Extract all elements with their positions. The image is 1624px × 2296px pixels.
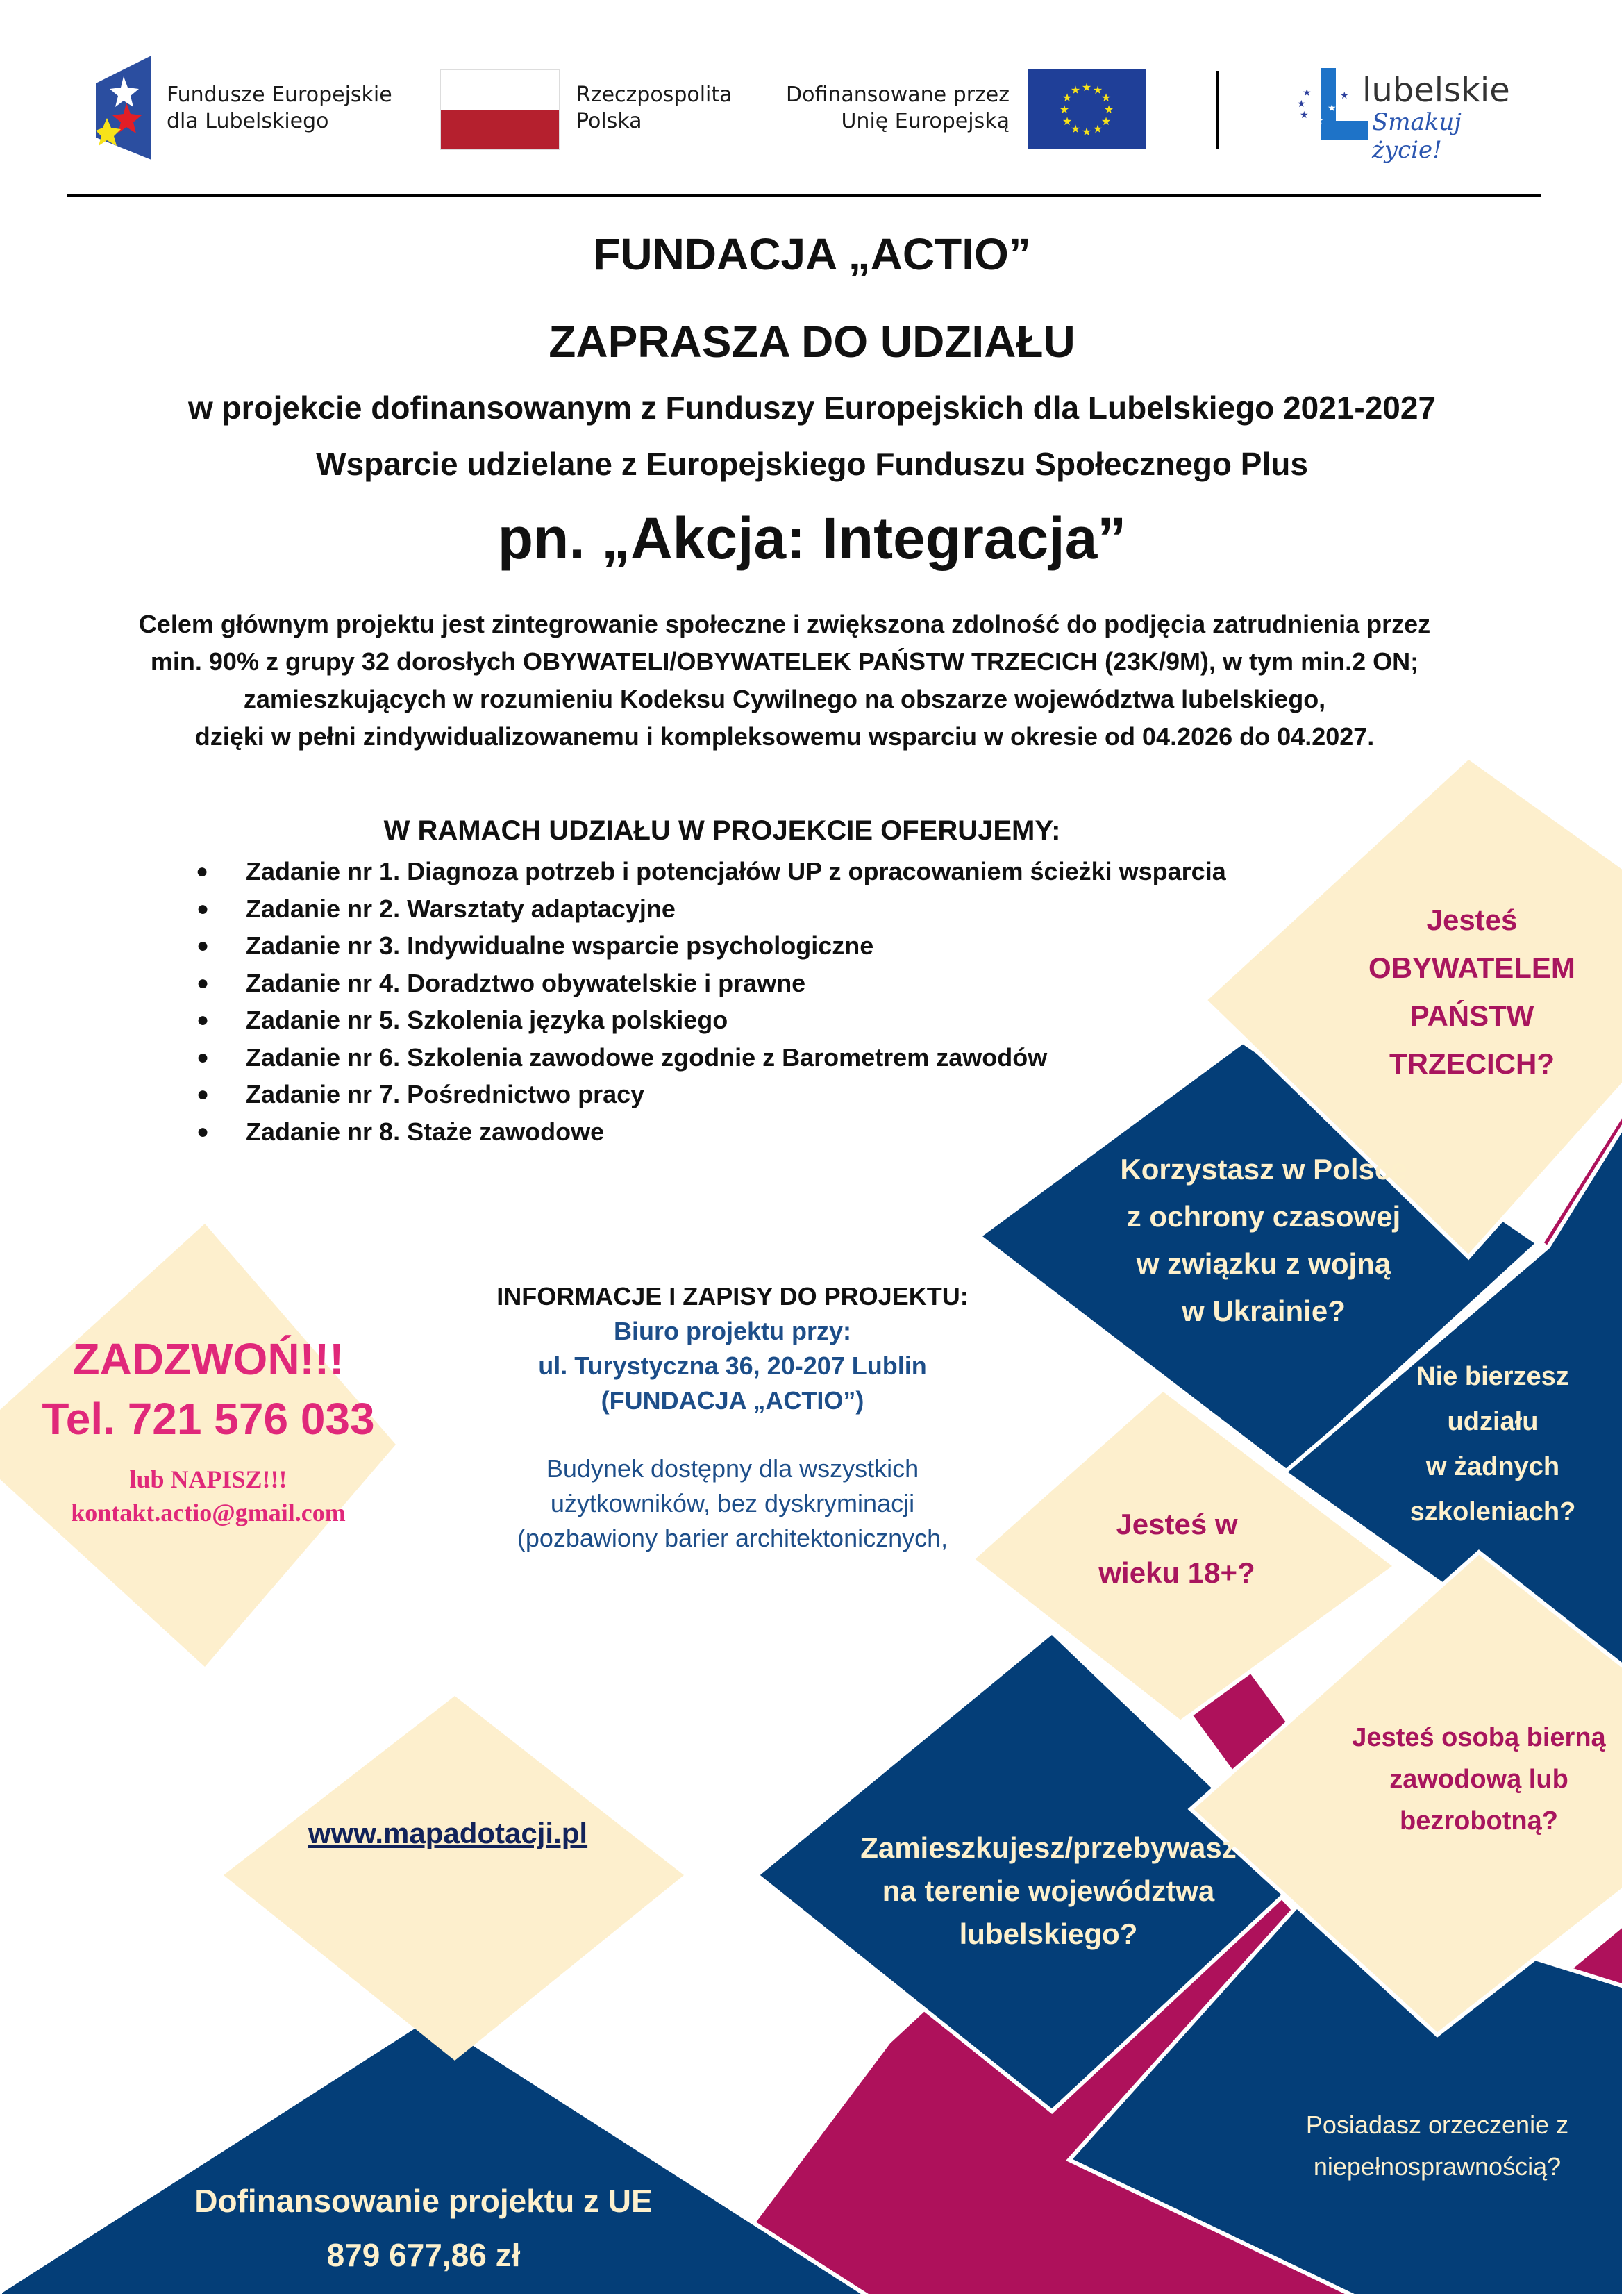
lubelskie-l-icon: [1296, 68, 1372, 140]
svg-text:★: ★: [1070, 122, 1081, 135]
svg-text:★: ★: [1081, 81, 1092, 94]
question-age: Jesteś w wieku 18+?: [1098, 1508, 1255, 1589]
email-address[interactable]: kontakt.actio@gmail.com: [71, 1499, 346, 1526]
logo-dofinansowane-ue: [771, 69, 1146, 153]
call-label: ZADZWOŃ!!!: [72, 1334, 344, 1384]
svg-text:★: ★: [1092, 122, 1103, 135]
svg-text:★: ★: [1340, 90, 1349, 101]
polish-flag-icon: [440, 69, 560, 150]
funding-amount: 879 677,86 zł: [326, 2237, 521, 2273]
task-item: ● Zadanie nr 8. Staże zawodowe: [196, 1113, 1293, 1151]
question-no-training: Nie bierzesz udziału w żadnych szkoleniach?: [1409, 1362, 1576, 1526]
accessibility-line: użytkowników, bez dyskryminacji: [550, 1489, 915, 1517]
info-heading: INFORMACJE I ZAPISY DO PROJEKTU:: [496, 1282, 969, 1311]
offer-heading: W RAMACH UDZIAŁU W PROJEKCIE OFERUJEMY:: [383, 815, 1061, 846]
fe-logo-line-2: dla Lubelskiego: [167, 109, 329, 133]
goal-line: dzięki w pełni zindywidualizowanemu i kompleksowemu wsparciu w okresie od 04.2026 do 04.2027.: [194, 722, 1375, 751]
office-label: Biuro projektu przy:: [613, 1317, 852, 1345]
cream-diamond-www: [224, 1696, 684, 2061]
task-list: [196, 853, 1293, 1150]
bullet-icon: ●: [196, 860, 209, 883]
svg-text:★: ★: [1300, 110, 1309, 121]
bullet-icon: ●: [196, 1120, 210, 1143]
office-org: (FUNDACJA „ACTIO”): [601, 1386, 864, 1415]
bullet-icon: ●: [196, 1008, 210, 1031]
project-name: pn. „Akcja: Integracja”: [497, 506, 1127, 571]
rp-logo-line-1: Rzeczpospolita: [576, 83, 733, 107]
header-divider: [1216, 71, 1219, 149]
bullet-icon: ●: [196, 971, 210, 995]
question-disability: Posiadasz orzeczenie z niepełnosprawnością?: [1305, 2111, 1569, 2181]
accessibility-line: Budynek dostępny dla wszystkich: [546, 1454, 919, 1483]
task-item: ● Zadanie nr 4. Doradztwo obywatelskie i prawne: [196, 965, 1293, 1002]
registration-info: [444, 1279, 1021, 1556]
svg-text:★: ★: [1315, 115, 1324, 126]
logo-fundusze-europejskie: [96, 56, 415, 160]
svg-text:★: ★: [1062, 91, 1073, 104]
task-item: ● Zadanie nr 7. Pośrednictwo pracy: [196, 1076, 1293, 1113]
svg-text:★: ★: [1092, 83, 1103, 97]
subtitle-funding: w projekcie dofinansowanym z Funduszy Europejskich dla Lubelskiego 2021-2027: [187, 390, 1437, 426]
invite-title: ZAPRASZA DO UDZIAŁU: [549, 317, 1075, 367]
question-temporary-protection: Korzystasz w Polsce z ochrony czasowej w związku z wojną w Ukrainie?: [1120, 1153, 1407, 1327]
bullet-icon: ●: [196, 1045, 210, 1069]
phone-number[interactable]: Tel. 721 576 033: [42, 1394, 375, 1444]
project-goal: [42, 606, 1527, 756]
svg-text:★: ★: [1303, 88, 1312, 99]
logo-rzeczpospolita-polska: [440, 69, 746, 153]
svg-text:★: ★: [1328, 103, 1337, 114]
task-item: ● Zadanie nr 5. Szkolenia języka polskiego: [196, 1001, 1293, 1039]
office-address: ul. Turystyczna 36, 20-207 Lublin: [538, 1351, 927, 1380]
svg-text:★: ★: [1100, 115, 1112, 128]
funding-block: [111, 2174, 736, 2282]
fe-star-icon: [96, 56, 151, 160]
website-link[interactable]: www.mapadotacji.pl: [308, 1817, 588, 1849]
svg-text:★: ★: [1070, 83, 1081, 97]
question-inactive: Jesteś osobą bierną zawodową lub bezrobotną?: [1352, 1723, 1606, 1836]
eu-logo-line-1: Dofinansowane przez: [785, 83, 1010, 107]
funding-label: Dofinansowanie projektu z UE: [194, 2183, 653, 2219]
eu-logo-line-2: Unię Europejską: [841, 109, 1010, 133]
task-item: ● Zadanie nr 1. Diagnoza potrzeb i potencjałów UP z opracowaniem ścieżki wsparcia: [196, 853, 1287, 890]
subtitle-efs: Wsparcie udzielane z Europejskiego Funduszu Społecznego Plus: [316, 446, 1308, 482]
task-item: ● Zadanie nr 6. Szkolenia zawodowe zgodnie z Barometrem zawodów: [196, 1039, 1293, 1076]
write-label: lub NAPISZ!!!: [129, 1465, 287, 1493]
fe-logo-line-1: Fundusze Europejskie: [167, 83, 392, 107]
contact-block: [14, 1329, 403, 1529]
logo-lubelskie: [1296, 68, 1525, 164]
goal-line: zamieszkujących w rozumieniu Kodeksu Cywilnego na obszarze województwa lubelskiego,: [243, 685, 1326, 713]
svg-text:★: ★: [1062, 115, 1073, 128]
question-residence: Zamieszkujesz/przebywasz na terenie województwa lubelskiego?: [860, 1831, 1237, 1950]
header-rule: [67, 194, 1541, 197]
task-item: ● Zadanie nr 3. Indywidualne wsparcie psychologiczne: [196, 927, 1293, 965]
organization-title: FUNDACJA „ACTIO”: [593, 229, 1031, 279]
bullet-icon: ●: [196, 897, 210, 920]
svg-text:★: ★: [1059, 103, 1070, 116]
question-third-country: Jesteś OBYWATELEM PAŃSTW TRZECICH?: [1368, 904, 1575, 1080]
eu-flag-icon: [1028, 69, 1146, 149]
bullet-icon: ●: [196, 934, 210, 957]
rp-logo-line-2: Polska: [576, 109, 642, 133]
task-item: ● Zadanie nr 2. Warsztaty adaptacyjne: [196, 890, 1293, 928]
goal-line: min. 90% z grupy 32 dorosłych OBYWATELI/OBYWATELEK PAŃSTW TRZECICH (23K/9M), w tym min.2 ON;: [150, 647, 1419, 676]
svg-text:★: ★: [1103, 103, 1114, 116]
svg-text:★: ★: [1297, 99, 1306, 110]
svg-text:★: ★: [1081, 125, 1092, 138]
lubelskie-tagline: Smakuj życie!: [1372, 108, 1462, 164]
lubelskie-wordmark: lubelskie: [1362, 71, 1510, 110]
svg-text:★: ★: [1100, 91, 1112, 104]
accessibility-line: (pozbawiony barier architektonicznych,: [517, 1524, 948, 1552]
bullet-icon: ●: [196, 1083, 210, 1106]
goal-line: Celem głównym projektu jest zintegrowanie społeczne i zwiększona zdolność do podjęcia zatrudnienia przez: [138, 610, 1431, 638]
